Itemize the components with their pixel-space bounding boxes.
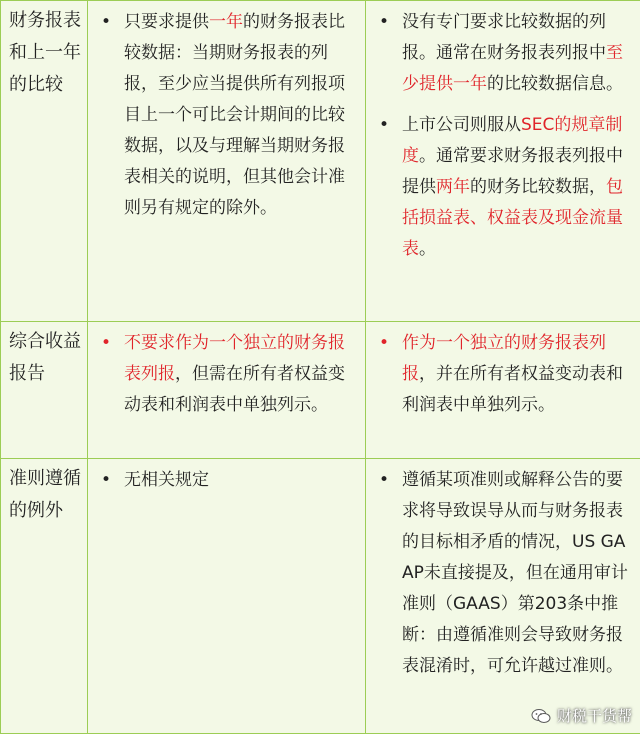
text-segment: 无相关规定 [124, 470, 209, 490]
bullet-item [366, 322, 640, 421]
bullet-item [88, 322, 365, 421]
china-standard-cell [88, 322, 366, 459]
row-label: 财务报表和上一年的比较 [1, 1, 87, 101]
text-segment: 。 [419, 239, 436, 259]
bullet-item [88, 459, 365, 496]
text-segment: 没有专门要求比较数据的列报。通常在财务报表列报中 [402, 12, 606, 63]
bullet-text [402, 465, 632, 682]
bullet-text [124, 328, 357, 421]
bullet-icon: • [366, 110, 402, 141]
text-segment: 的财务报表比较数据：当期财务报表的列报，至少应当提供所有列报项目上一个可比会计期间的比较数据，以及与理解当期财务报表相关的说明，但其他会计准则另有规定的除外。 [124, 12, 345, 218]
row-label: 准则遵循的例外 [1, 459, 87, 527]
watermark [531, 705, 632, 726]
row-label-cell [1, 459, 88, 734]
text-segment: ，并在所有者权益变动表和利润表中单独列示。 [402, 364, 623, 415]
china-standard-cell [88, 1, 366, 322]
row-label-cell [1, 1, 88, 322]
us-gaap-cell [366, 1, 640, 322]
text-segment: ，但需在所有者权益变动表和利润表中单独列示。 [124, 364, 345, 415]
us-gaap-cell [366, 459, 640, 734]
text-segment: 只要求提供 [124, 12, 209, 32]
table-row [1, 459, 640, 734]
highlight-text: 至少提供一年 [402, 43, 623, 94]
text-segment: 遵循某项准则或解释公告的要求将导致误导从而与财务报表的目标相矛盾的情况，US GAAP未直接提及，但在通用审计准则（GAAS）第203条中推断：由遵循准则会导致财务报表混淆时，可允许越过准则。 [402, 470, 628, 676]
bullet-text [124, 465, 357, 496]
bullet-text [402, 110, 632, 265]
bullet-item [366, 1, 640, 100]
bullet-icon: • [366, 328, 402, 359]
bullet-text [124, 7, 357, 224]
us-gaap-cell [366, 322, 640, 459]
wechat-icon [531, 708, 551, 724]
highlight-text: 作为一个独立的财务报表列报 [402, 333, 606, 384]
highlight-text: 包括损益表、权益表及现金流量表 [402, 177, 623, 259]
table-row [1, 322, 640, 459]
bullet-text [402, 7, 632, 100]
table-row [1, 1, 640, 322]
highlight-text: 不要求作为一个独立的财务报表列报 [124, 333, 345, 384]
bullet-icon: • [88, 465, 124, 496]
china-standard-cell [88, 459, 366, 734]
row-label-cell [1, 322, 88, 459]
highlight-text: 一年 [209, 12, 243, 32]
watermark-text: 财税干货帮 [557, 705, 632, 726]
bullet-icon: • [88, 328, 124, 359]
highlight-text: SEC的规章制度 [402, 115, 622, 166]
text-segment: 上市公司则服从 [402, 115, 521, 135]
bullet-item [88, 1, 365, 224]
row-label: 综合收益报告 [1, 322, 87, 390]
text-segment: 的财务比较数据， [470, 177, 606, 197]
bullet-icon: • [366, 7, 402, 38]
bullet-icon: • [88, 7, 124, 38]
bullet-item [366, 459, 640, 682]
bullet-item [366, 104, 640, 265]
bullet-icon: • [366, 465, 402, 496]
highlight-text: 两年 [436, 177, 470, 197]
text-segment: 。通常要求财务报表列报中提供 [402, 146, 623, 197]
bullet-text [402, 328, 632, 421]
text-segment: 的比较数据信息。 [487, 74, 623, 94]
